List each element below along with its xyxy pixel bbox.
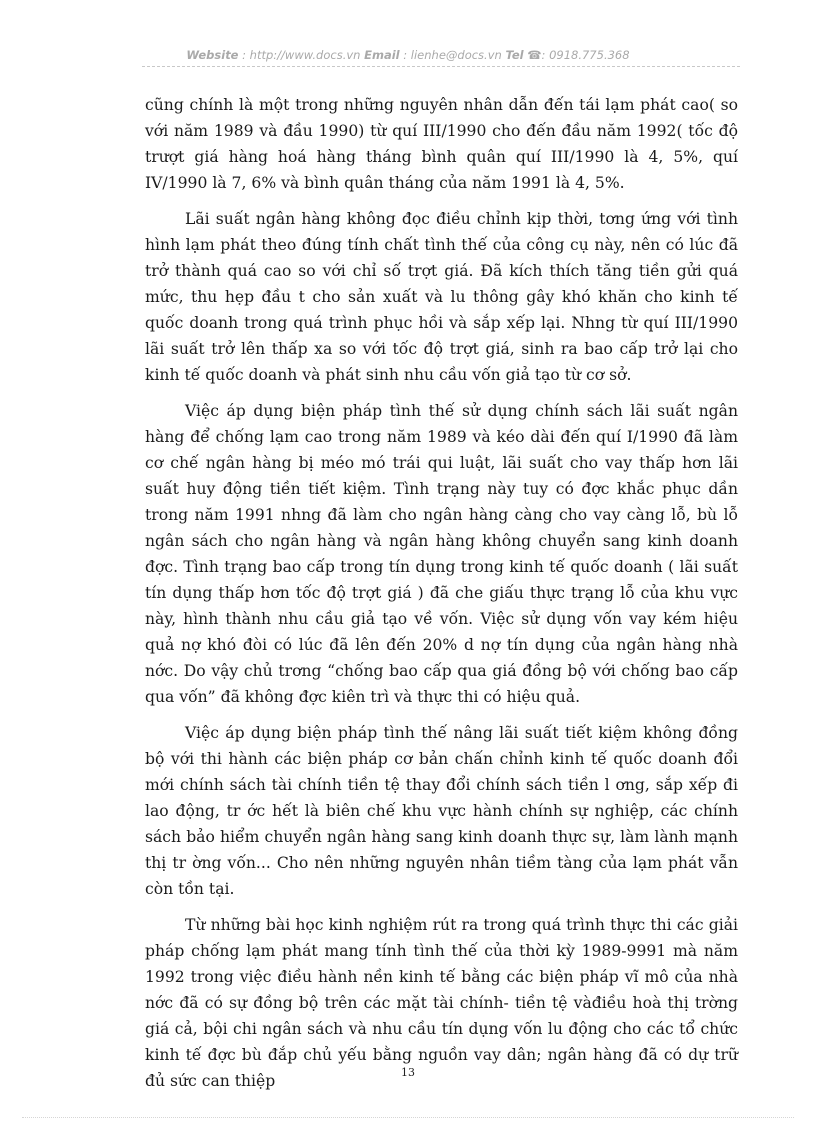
tel-value: ☎: 0918.775.368 xyxy=(523,48,630,62)
paragraph-5: Từ những bài học kinh nghiệm rút ra trong quá trình thực thi các giải pháp chống lạm phát mang tính tình thế của thời kỳ 1989-9991 mà năm 1992 trong việc điều hành nền kinh tế bằng các biện pháp vĩ mô của nhà nớc đã có sự đồng bộ trên các mặt tài chính- tiền tệ vàđiều hoà thị trờng giá cả, bội chi ngân sách và nhu cầu tín dụng vốn lu động cho các tổ chức kinh tế đợc bù đắp chủ yếu bằng nguồn vay dân; ngân hàng đã có dự trữ đủ sức can thiệp xyxy=(145,916,738,1090)
email-value: : lienhe@docs.vn xyxy=(399,48,506,62)
page-header xyxy=(0,48,816,62)
paragraph-2: Lãi suất ngân hàng không đọc điều chỉnh kịp thời, tơng ứng với tình hình lạm phát theo đúng tính chất tình thế của công cụ này, nên có lúc đã trở thành quá cao so với chỉ số trợt giá. Đã kích thích tăng tiền gửi quá mức, thu hẹp đầu t cho sản xuất và lu thông gây khó khăn cho kinh tế quốc doanh trong quá trình phục hồi và sắp xếp lại. Nhng từ quí III/1990 lãi suất trở lên thấp xa so với tốc độ trợt giá, sinh ra bao cấp trở lại cho kinh tế quốc doanh và phát sinh nhu cầu vốn giả tạo từ cơ sở. xyxy=(145,210,738,384)
website-value: : http://www.docs.vn xyxy=(238,48,365,62)
website-label: Website xyxy=(186,48,239,62)
paragraph-3: Việc áp dụng biện pháp tình thế sử dụng chính sách lãi suất ngân hàng để chống lạm cao trong năm 1989 và kéo dài đến quí I/1990 đã làm cơ chế ngân hàng bị méo mó trái qui luật, lãi suất cho vay thấp hơn lãi suất huy động tiền tiết kiệm. Tình trạng này tuy có đợc khắc phục dần trong năm 1991 nhng đã làm cho ngân hàng càng cho vay càng lỗ, bù lỗ ngân sách cho ngân hàng và ngân hàng không chuyển sang kinh doanh đợc. Tình trạng bao cấp trong tín dụng trong kinh tế quốc doanh ( lãi suất tín dụng thấp hơn tốc độ trợt giá ) đã che giấu thực trạng lỗ của khu vực này, hình thành nhu cầu giả tạo về vốn. Việc sử dụng vốn vay kém hiệu quả nợ khó đòi có lúc đã lên đến 20% d nợ tín dụng của ngân hàng nhà nớc. Do vậy chủ trơng “chống bao cấp qua giá đồng bộ với chống bao cấp qua vốn” đã không đợc kiên trì và thực thi có hiệu quả. xyxy=(145,402,738,706)
footer-divider xyxy=(22,1117,794,1118)
paragraph-1: cũng chính là một trong những nguyên nhân dẫn đến tái lạm phát cao( so với năm 1989 và đầu 1990) từ quí III/1990 cho đến đầu năm 1992( tốc độ trượt giá hàng hoá hàng tháng bình quân quí III/1990 là 4, 5%, quí IV/1990 là 7, 6% và bình quân tháng của năm 1991 là 4, 5%. xyxy=(145,96,738,192)
tel-label: Tel xyxy=(505,48,524,62)
document-body xyxy=(145,92,738,1104)
header-divider xyxy=(142,66,740,67)
email-label: Email xyxy=(364,48,400,62)
paragraph-4: Việc áp dụng biện pháp tình thế nâng lãi suất tiết kiệm không đồng bộ với thi hành các biện pháp cơ bản chấn chỉnh kinh tế quốc doanh đổi mới chính sách tài chính tiền tệ thay đổi chính sách tiền l ơng, sắp xếp đi lao động, tr ớc hết là biên chế khu vực hành chính sự nghiệp, các chính sách bảo hiểm chuyển ngân hàng sang kinh doanh thực sự, làm lành mạnh thị tr ờng vốn... Cho nên những nguyên nhân tiềm tàng của lạm phát vẫn còn tồn tại. xyxy=(145,724,738,898)
page-number: 13 xyxy=(401,1066,415,1079)
